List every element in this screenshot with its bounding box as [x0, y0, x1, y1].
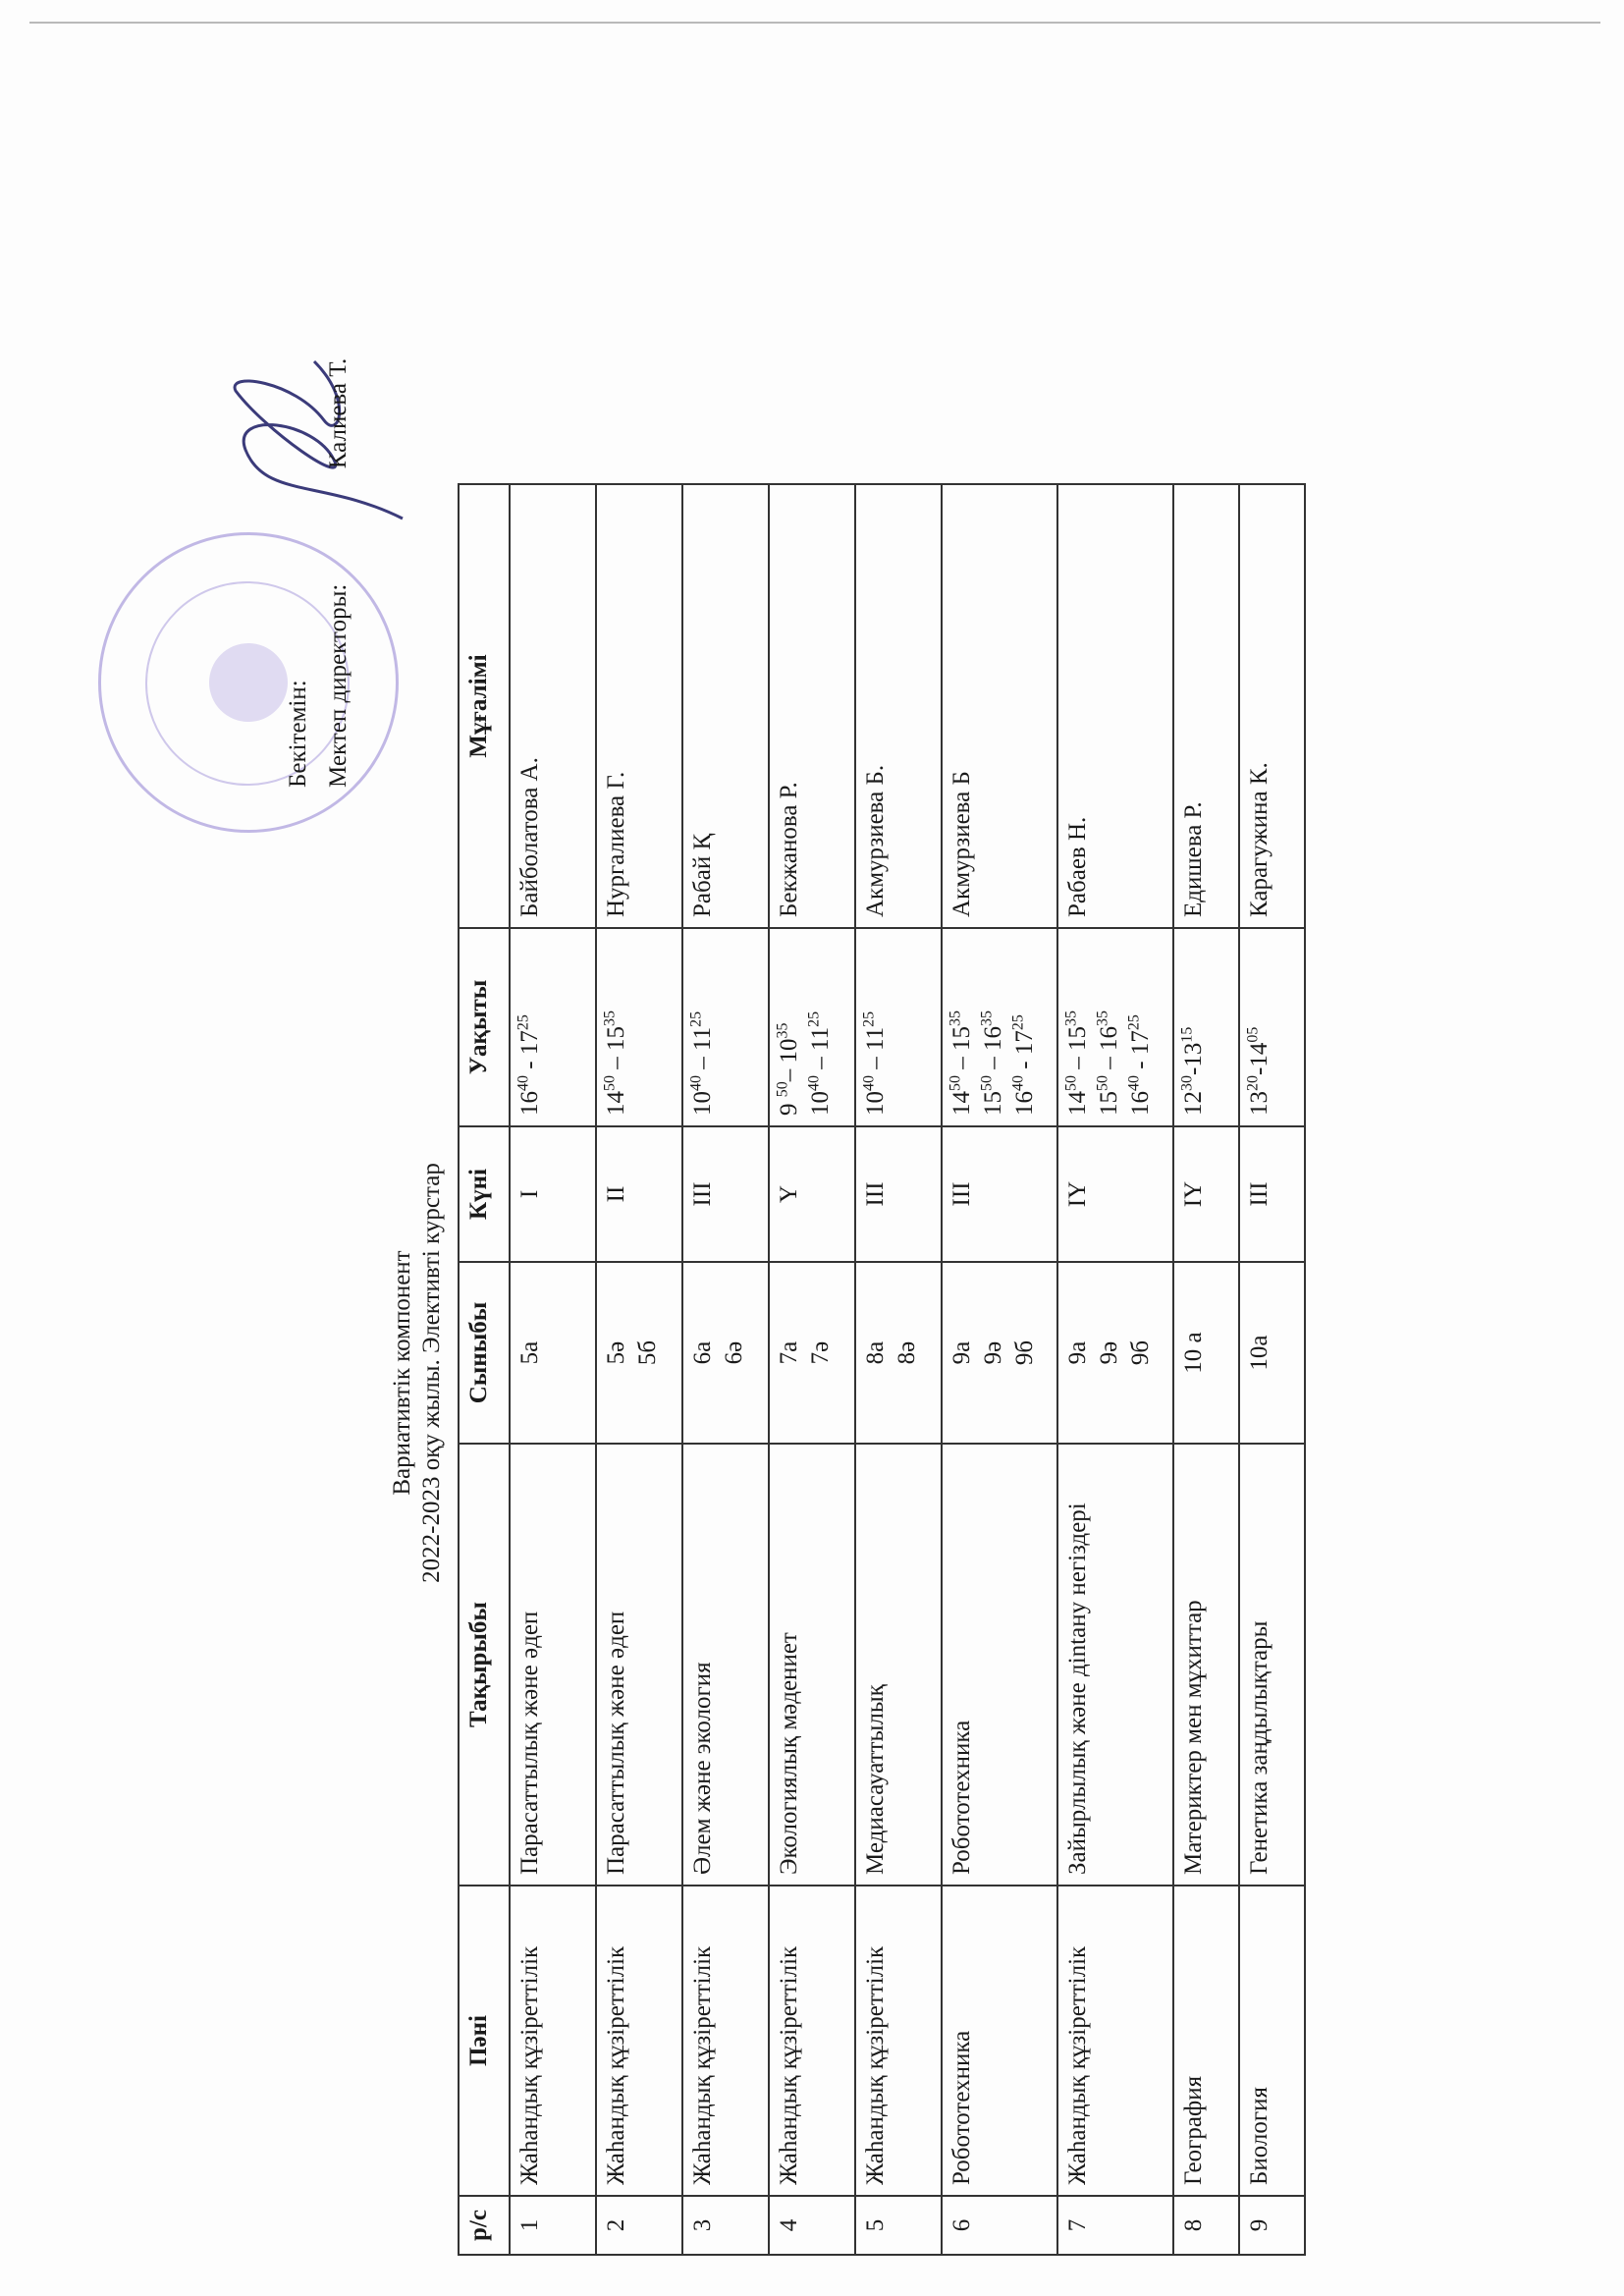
class-value: 9а [1064, 1340, 1091, 1365]
teacher-cell: Акмурзиева Б. [855, 484, 942, 928]
header-cell: Күні [459, 1126, 510, 1262]
time-part: 12 [1180, 1091, 1207, 1116]
class-cell [1173, 1262, 1239, 1444]
header-cell: Пәні [459, 1886, 510, 2196]
title-line-2: 2022-2023 оқу жылы. Элективті курстар [418, 1163, 445, 1583]
day-cell: I [510, 1126, 596, 1262]
teacher-cell: Едишева Р. [1173, 484, 1239, 928]
day-cell: II [596, 1126, 682, 1262]
time-part: 40 [1125, 1075, 1143, 1091]
time-cell [596, 928, 682, 1126]
time-cell [510, 928, 596, 1126]
table-row [510, 484, 596, 2255]
time-part: - 17 [1011, 1030, 1038, 1075]
header-cell: Тақырыбы [459, 1444, 510, 1886]
time-part: 35 [978, 1011, 996, 1026]
time-part: – 15 [948, 1026, 975, 1075]
row-number-cell: 4 [769, 2196, 855, 2255]
class-cell [942, 1262, 1057, 1444]
elective-courses-table [458, 483, 1306, 2256]
class-cell [855, 1262, 942, 1444]
time-part: 40 [687, 1075, 705, 1091]
teacher-cell: Акмурзиева Б [942, 484, 1057, 928]
topic-cell: Материктер мен мұхиттар [1173, 1444, 1239, 1886]
time-part: 16 [516, 1091, 543, 1116]
director-line [318, 100, 358, 788]
time-part: – 11 [689, 1026, 716, 1075]
class-value: 6а [689, 1340, 716, 1365]
time-cell [1057, 928, 1173, 1126]
table-row [596, 484, 682, 2255]
topic-cell: Генетика заңдылықтары [1239, 1444, 1305, 1886]
class-value: 5б [634, 1339, 661, 1366]
time-part: 35 [601, 1011, 619, 1026]
teacher-cell: Бекжанова Р. [769, 484, 855, 928]
class-cell [1057, 1262, 1173, 1444]
subject-cell: Жаһандық құзіреттілік [1057, 1886, 1173, 2196]
time-part: -14 [1246, 1042, 1272, 1075]
time-value [1244, 939, 1275, 1116]
topic-cell: Экологиялық мәдениет [769, 1444, 855, 1886]
table-row [942, 484, 1057, 2255]
class-value: 9ә [980, 1340, 1006, 1365]
class-value: 7ә [807, 1340, 834, 1365]
subject-cell: Жаһандық құзіреттілік [596, 1886, 682, 2196]
time-part: 10 [807, 1091, 834, 1116]
time-cell [1239, 928, 1305, 1126]
title-line-1: Вариативтік компонент [389, 1250, 415, 1496]
time-part: 40 [1009, 1075, 1027, 1091]
table-row [855, 484, 942, 2255]
header-cell: р/с [459, 2196, 510, 2255]
time-part: 15 [1096, 1091, 1122, 1116]
time-part: 25 [805, 1011, 823, 1027]
subject-cell: Жаһандық құзіреттілік [682, 1886, 769, 2196]
time-part: - 17 [1127, 1030, 1154, 1075]
class-cell [769, 1262, 855, 1444]
class-value: 9ә [1096, 1340, 1122, 1365]
class-value: 5а [516, 1340, 543, 1365]
table-row [769, 484, 855, 2255]
time-part: -13 [1180, 1042, 1207, 1075]
time-value [774, 939, 805, 1116]
time-part: – 15 [1064, 1026, 1091, 1075]
time-part: 50 [947, 1075, 964, 1091]
header-cell: Мұғалімі [459, 484, 510, 928]
time-part: – 11 [862, 1026, 889, 1075]
time-part: 25 [1009, 1014, 1027, 1031]
time-value [805, 939, 837, 1116]
time-part: 50 [978, 1075, 996, 1091]
table-header-row [459, 484, 510, 2255]
time-part: 50 [1062, 1075, 1080, 1091]
time-value [514, 939, 546, 1116]
time-cell [942, 928, 1057, 1126]
day-cell: III [682, 1126, 769, 1262]
teacher-cell: Карагужина К. [1239, 484, 1305, 928]
day-cell: III [855, 1126, 942, 1262]
time-cell [682, 928, 769, 1126]
time-part: 14 [603, 1091, 629, 1116]
director-name: Калиева Т. [325, 357, 352, 469]
row-number-cell: 6 [942, 2196, 1057, 2255]
time-value [1094, 939, 1125, 1116]
row-number-cell: 1 [510, 2196, 596, 2255]
time-part: 30 [1178, 1075, 1196, 1091]
class-value: 9а [948, 1340, 975, 1365]
class-value: 6ә [721, 1340, 747, 1365]
time-part: 16 [1011, 1091, 1038, 1116]
class-cell [1239, 1262, 1305, 1444]
time-cell [1173, 928, 1239, 1126]
subject-cell: Жаһандық құзіреттілік [769, 1886, 855, 2196]
subject-cell: География [1173, 1886, 1239, 2196]
subject-cell: Жаһандық құзіреттілік [855, 1886, 942, 2196]
time-value [601, 939, 632, 1116]
time-part: 25 [860, 1011, 878, 1027]
time-part: 9 [776, 1097, 802, 1116]
day-cell: IY [1057, 1126, 1173, 1262]
time-part: - 17 [516, 1030, 543, 1075]
class-cell [596, 1262, 682, 1444]
teacher-cell: Рабай Қ [682, 484, 769, 928]
day-cell: III [1239, 1126, 1305, 1262]
time-value [860, 939, 892, 1116]
director-label: Мектеп директоры: [325, 583, 352, 788]
class-value: 9б [1011, 1339, 1038, 1366]
day-cell: Y [769, 1126, 855, 1262]
class-value: 10 а [1180, 1332, 1207, 1374]
day-cell: IY [1173, 1126, 1239, 1262]
time-part: – 11 [807, 1026, 834, 1075]
time-part: 15 [980, 1091, 1006, 1116]
topic-cell: Робототехника [942, 1444, 1057, 1886]
class-value: 7а [776, 1340, 802, 1365]
teacher-cell: Байболатова А. [510, 484, 596, 928]
topic-cell: Медиасауаттылық [855, 1444, 942, 1886]
time-part: 40 [860, 1075, 878, 1091]
table-row [1173, 484, 1239, 2255]
time-part: – 15 [603, 1026, 629, 1075]
approval-line: Бекітемін: [285, 680, 311, 788]
time-part: 40 [514, 1075, 532, 1091]
class-value: 9б [1127, 1339, 1154, 1366]
time-part: 50 [601, 1075, 619, 1091]
time-value [947, 939, 978, 1116]
time-part: – 10 [776, 1038, 802, 1082]
class-value: 8ә [893, 1340, 920, 1365]
time-part: 05 [1244, 1026, 1262, 1043]
subject-cell: Жаһандық құзіреттілік [510, 1886, 596, 2196]
time-part: 35 [774, 1022, 791, 1039]
time-part: 35 [1062, 1011, 1080, 1026]
day-cell: III [942, 1126, 1057, 1262]
time-value [1178, 939, 1210, 1116]
time-part: 25 [1125, 1014, 1143, 1031]
topic-cell: Әлем және экология [682, 1444, 769, 1886]
row-number-cell: 8 [1173, 2196, 1239, 2255]
table-row [1239, 484, 1305, 2255]
class-value: 5ә [603, 1340, 629, 1365]
time-value [687, 939, 719, 1116]
time-part: – 16 [1096, 1026, 1122, 1075]
time-part: 20 [1244, 1075, 1262, 1091]
time-part: – 16 [980, 1026, 1006, 1075]
time-part: 14 [948, 1091, 975, 1116]
header-cell: Уақыты [459, 928, 510, 1126]
subject-cell: Биология [1239, 1886, 1305, 2196]
time-value [978, 939, 1009, 1116]
approval-block [278, 100, 358, 788]
topic-cell: Парасаттылық және әдеп [596, 1444, 682, 1886]
time-part: 35 [947, 1011, 964, 1026]
teacher-cell: Рабаев Н. [1057, 484, 1173, 928]
row-number-cell: 5 [855, 2196, 942, 2255]
teacher-cell: Нургалиева Г. [596, 484, 682, 928]
row-number-cell: 3 [682, 2196, 769, 2255]
time-value [1062, 939, 1094, 1116]
time-value [1125, 939, 1157, 1116]
time-cell [855, 928, 942, 1126]
row-number-cell: 7 [1057, 2196, 1173, 2255]
subject-cell: Робототехника [942, 1886, 1057, 2196]
time-part: 25 [687, 1011, 705, 1027]
time-part: 15 [1178, 1026, 1196, 1043]
table-row [1057, 484, 1173, 2255]
table-row [682, 484, 769, 2255]
time-part: 10 [862, 1091, 889, 1116]
time-cell [769, 928, 855, 1126]
class-cell [682, 1262, 769, 1444]
time-part: 50 [1094, 1075, 1111, 1091]
time-part: 13 [1246, 1091, 1272, 1116]
time-part: 10 [689, 1091, 716, 1116]
topic-cell: Зайырлылық және діntану негіздері [1057, 1444, 1173, 1886]
class-cell [510, 1262, 596, 1444]
header-cell: Сыныбы [459, 1262, 510, 1444]
class-value: 10а [1246, 1335, 1272, 1371]
topic-cell: Парасаттылық және әдеп [510, 1444, 596, 1886]
document-title [388, 823, 447, 1923]
time-part: 35 [1094, 1011, 1111, 1026]
row-number-cell: 9 [1239, 2196, 1305, 2255]
time-part: 25 [514, 1014, 532, 1031]
class-value: 8а [862, 1340, 889, 1365]
time-value [1009, 939, 1041, 1116]
time-part: 16 [1127, 1091, 1154, 1116]
time-part: 14 [1064, 1091, 1091, 1116]
row-number-cell: 2 [596, 2196, 682, 2255]
time-part: 50 [774, 1081, 791, 1098]
time-part: 40 [805, 1075, 823, 1091]
